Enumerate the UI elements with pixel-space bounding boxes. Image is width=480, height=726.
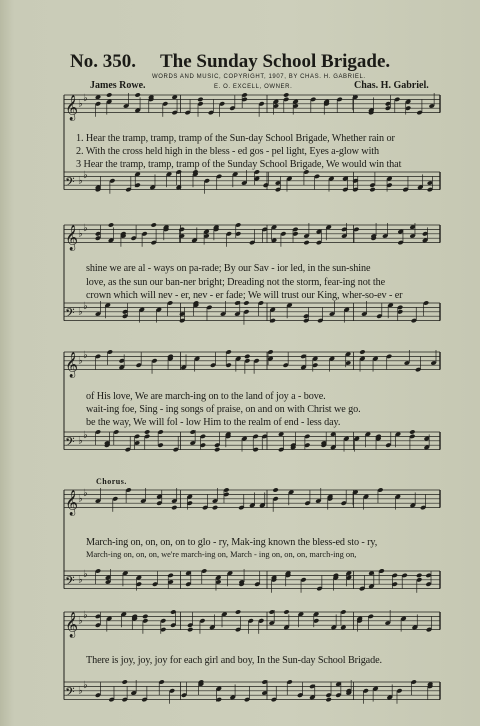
verse-line: 3 Hear the tramp, tramp, tramp of the Sunday School Brigade, We would win that	[76, 159, 402, 170]
note-head	[197, 97, 203, 102]
note-head	[272, 487, 278, 492]
flat-sign: ♭	[78, 685, 83, 697]
flat-sign: ♭	[78, 493, 83, 505]
note-head	[303, 240, 309, 245]
treble-clef: 𝄞	[65, 95, 79, 121]
treble-clef: 𝄞	[65, 225, 79, 251]
hymn-title: The Sunday School Brigade.	[160, 51, 391, 72]
flat-sign: ♭	[83, 223, 88, 235]
note-head	[283, 609, 289, 614]
note-head	[122, 679, 128, 684]
composer-name: Chas. H. Gabriel.	[354, 80, 429, 91]
flat-sign: ♭	[83, 350, 88, 362]
flat-sign: ♭	[83, 93, 88, 105]
note-head	[214, 447, 220, 452]
bass-clef: 𝄢	[65, 684, 75, 703]
chorus-line: March-ing on, on, on, on to glo - ry, Mak-ing known the bless-ed sto - ry,	[86, 537, 378, 548]
chorus-line: There is joy, joy, joy for each girl and boy, In the Sun-day School Brigade.	[86, 655, 382, 666]
owner-line: E. O. EXCELL, OWNER.	[214, 84, 293, 90]
note-head	[283, 92, 289, 97]
note-head	[134, 92, 140, 97]
chorus-label: Chorus.	[96, 477, 127, 486]
flat-sign: ♭	[83, 610, 88, 622]
hymn-number: No. 350.	[70, 51, 136, 72]
note-head	[187, 627, 193, 632]
flat-sign: ♭	[83, 488, 88, 500]
verse-line: wait-ing foe, Sing - ing songs of praise, on and on with Christ we go.	[86, 404, 361, 415]
note-head	[416, 573, 422, 578]
note-head	[144, 429, 150, 434]
verse-line: love, as the sun our ban-ner bright; Dreading not the storm, fear-ing not the	[86, 277, 386, 288]
note-head	[212, 505, 218, 510]
flat-sign: ♭	[83, 569, 88, 581]
flat-sign: ♭	[78, 435, 83, 447]
note-head	[325, 697, 331, 702]
note-head	[244, 354, 250, 359]
treble-clef: 𝄞	[65, 352, 79, 378]
note-head	[235, 609, 241, 614]
treble-clef: 𝄞	[65, 612, 79, 638]
verse-line: be the way, We will fol - low Him to the realm of end - less day.	[86, 417, 341, 428]
flat-sign: ♭	[78, 98, 83, 110]
bass-clef: 𝄢	[65, 434, 75, 453]
flat-sign: ♭	[78, 615, 83, 627]
note-head	[369, 187, 375, 192]
verse-line: of His love, We are march-ing on to the land of joy a - bove.	[86, 391, 326, 402]
flat-sign: ♭	[83, 170, 88, 182]
lyricist-name: James Rowe.	[90, 80, 146, 91]
note-head	[243, 300, 249, 305]
flat-sign: ♭	[78, 574, 83, 586]
verse-line: shine we are al - ways on pa-rade; By our Sav - ior led, in the sun-shine	[86, 263, 371, 274]
note-head	[151, 222, 157, 227]
verse-line: 2. With the cross held high in the bless - ed gos - pel light, Eyes a-glow with	[76, 146, 380, 157]
note-head	[171, 505, 177, 510]
note-head	[108, 222, 114, 227]
flat-sign: ♭	[78, 306, 83, 318]
flat-sign: ♭	[83, 430, 88, 442]
flat-sign: ♭	[78, 175, 83, 187]
note-head	[359, 349, 365, 354]
bass-clef: 𝄢	[65, 174, 75, 193]
flat-sign: ♭	[78, 228, 83, 240]
copyright-line: WORDS AND MUSIC, COPYRIGHT, 1907, BY CHAS. H. GABRIEL.	[152, 74, 366, 80]
note-head	[142, 614, 148, 619]
flat-sign: ♭	[83, 301, 88, 313]
bass-clef: 𝄢	[65, 305, 75, 324]
chorus-bass-line: March-ing on, on, on, we're march-ing on, March - ing on, on, on, march-ing on,	[86, 550, 357, 559]
note-head	[409, 429, 415, 434]
verse-line: 1. Hear the tramp, tramp, tramp of the Sun-day School Brigade, Whether rain or	[76, 133, 395, 144]
bass-clef: 𝄢	[65, 573, 75, 592]
treble-clef: 𝄞	[65, 490, 79, 516]
flat-sign: ♭	[78, 355, 83, 367]
note-head	[106, 92, 112, 97]
verse-line: crown which will nev - er, nev - er fade; We will trust our King, wher-so-ev - er	[86, 290, 403, 301]
flat-sign: ♭	[83, 680, 88, 692]
